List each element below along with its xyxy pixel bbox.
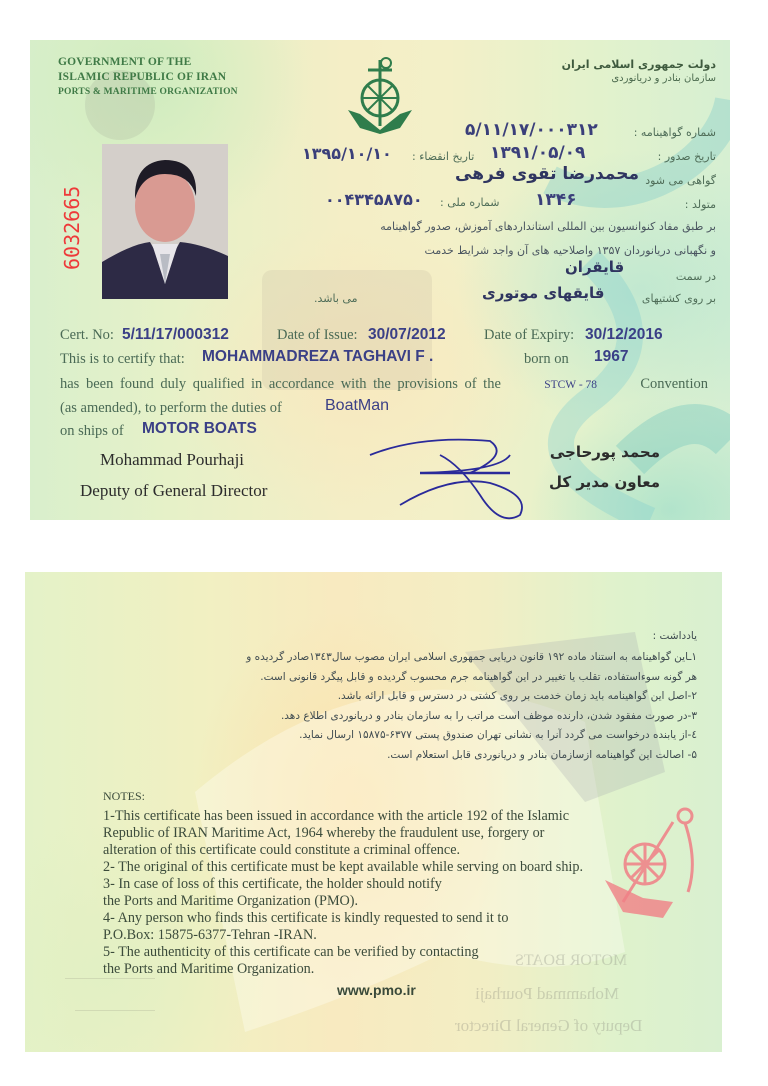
- fa-body-line1: بر طبق مفاد کنوانسیون بین المللی استانداردهای آموزش، صدور گواهینامه: [380, 220, 716, 233]
- notes-fa-title: یادداشت :: [652, 630, 697, 642]
- en-duties-value: BoatMan: [325, 397, 390, 414]
- notes-en-item: 3- In case of loss of this certificate, the holder should notify: [103, 876, 442, 892]
- signatory-title-en: Deputy of General Director: [80, 481, 268, 500]
- en-ships-value: MOTOR BOATS: [142, 420, 257, 437]
- notes-en-item: alteration of this certificate could constitute a criminal offence.: [103, 842, 461, 858]
- fa-cert-no-value: ۵/۱۱/۱۷/۰۰۰۳۱۲: [465, 120, 598, 140]
- notes-en-title: NOTES:: [103, 789, 145, 803]
- notes-en-list: [103, 808, 583, 978]
- notes-fa-item: ٤-از یابنده درخواست می گردد آنرا به نشانی تهران صندوق پستی ۶۳۷۷-۱۵۸۷۵ ارسال نماید.: [299, 729, 697, 741]
- header-fa-line2: سازمان بنادر و دریانوردی: [611, 73, 716, 84]
- en-born-label: born on: [524, 351, 569, 367]
- fa-certify-label: گواهی می شود: [645, 174, 716, 187]
- anchor-wheel-emblem-icon: [340, 54, 420, 134]
- website-link[interactable]: www.pmo.ir: [337, 982, 416, 998]
- notes-en-item: P.O.Box: 15875-6377-Tehran -IRAN.: [103, 927, 317, 943]
- notes-fa-item: ۳-در صورت مفقود شدن، دارنده موظف است مراتب را به سازمان بنادر و دریانوردی اطلاع دهد.: [280, 709, 697, 722]
- notes-fa-list: [246, 648, 697, 765]
- en-issue-value: 30/07/2012: [368, 326, 446, 343]
- en-qualified-text-b: Convention: [640, 376, 708, 392]
- holder-photo: [102, 144, 228, 299]
- fa-closing: می باشد.: [314, 292, 358, 305]
- certificate-back: [25, 572, 722, 1052]
- serial-number: 6032665: [60, 185, 84, 270]
- notes-fa-item: ۵- اصالت این گواهینامه ازسازمان بنادر و دریانوردی قابل استعلام است.: [387, 748, 697, 761]
- notes-en-item: Republic of IRAN Maritime Act, 1964 whereby the fraudulent use, forgery or: [103, 825, 545, 841]
- en-cert-no-value: 5/11/17/000312: [122, 326, 229, 343]
- en-expiry-label: Date of Expiry:: [484, 327, 575, 343]
- fa-body-line2: و نگهبانی دریانوردان ۱۳۵۷ واصلاحیه های آن واجد شرایط خدمت: [424, 244, 716, 257]
- en-cert-no-label: Cert. No:: [60, 327, 114, 343]
- signature-scribble: [360, 435, 560, 520]
- notes-en-item: 4- Any person who finds this certificate is kindly requested to send it to: [103, 910, 509, 926]
- signatory-title-fa: معاون مدیر کل: [549, 473, 660, 491]
- ghost-boats: MOTOR BOATS: [515, 952, 628, 969]
- en-certify-label: This is to certify that:: [60, 351, 185, 367]
- en-duties-label: (as amended), to perform the duties of: [60, 400, 282, 416]
- fa-issue-date-value: ۱۳۹۱/۰۵/۰۹: [490, 143, 586, 163]
- en-expiry-value: 30/12/2016: [585, 326, 663, 343]
- fa-born-value: ۱۳۴۶: [535, 190, 577, 210]
- fa-issue-date-label: تاریخ صدور :: [657, 150, 716, 163]
- fa-ships-value: قایقهای موتوری: [482, 284, 605, 302]
- en-qualified-line: [60, 376, 708, 393]
- signatory-name-fa: محمد پورحاجی: [549, 443, 660, 461]
- notes-en-item: 2- The original of this certificate must be kept available while serving on board ship.: [103, 859, 584, 875]
- fa-cert-no-label: شماره گواهینامه :: [633, 126, 716, 139]
- fa-expiry-value: ۱۳۹۵/۱۰/۱۰: [302, 144, 392, 163]
- fa-ships-label: بر روی کشتیهای: [641, 292, 716, 305]
- notes-fa-item: هر گونه سوءاستفاده، تقلب یا تغییر در این گواهینامه جرم محسوب گردیده و قابل پیگرد قانونی است.: [260, 670, 697, 683]
- ghost-name: Mohammad Pourhaji: [475, 984, 620, 1003]
- ghost-signature-fa-2: [75, 1000, 155, 1011]
- fa-position-label: در سمت: [675, 270, 716, 283]
- fa-born-label: متولد :: [684, 198, 716, 211]
- header-en-line3: PORTS & MARITIME ORGANIZATION: [58, 87, 238, 97]
- en-name-value: MOHAMMADREZA TAGHAVI F .: [202, 348, 434, 365]
- notes-fa-item: ۱ـاین گواهینامه به استناد ماده ۱۹۲ قانون دریایی جمهوری اسلامی ایران مصوب سال۱۳٤۳صادر گردیده و: [246, 651, 697, 663]
- en-qualified-text-a: has been found duly qualified in accordance with the provisions of the: [60, 376, 501, 392]
- en-issue-label: Date of Issue:: [277, 327, 358, 343]
- ghost-signature-fa-1: [65, 968, 155, 979]
- fa-national-id-label: شماره ملی :: [440, 196, 500, 209]
- fa-expiry-label: تاریخ انقضاء :: [412, 150, 475, 163]
- notes-en-item: the Ports and Maritime Organization.: [103, 961, 315, 977]
- en-convention-value: STCW - 78: [544, 379, 598, 391]
- certificate-front: [30, 40, 730, 520]
- en-ships-label: on ships of: [60, 423, 124, 439]
- header-en-line1: GOVERNMENT OF THE: [58, 56, 192, 68]
- fa-position-value: قایقران: [565, 258, 625, 276]
- fa-name-value: محمدرضا تقوی فرهی: [455, 164, 639, 184]
- header-en-line2: ISLAMIC REPUBLIC OF IRAN: [58, 71, 227, 83]
- notes-fa-item: ۲-اصل این گواهینامه باید زمان خدمت بر روی کشتی در دسترس و قابل ارائه باشد.: [337, 690, 697, 702]
- notes-en-item: the Ports and Maritime Organization (PMO).: [103, 893, 359, 909]
- header-fa-line1: دولت جمهوری اسلامی ایران: [561, 58, 716, 71]
- en-born-value: 1967: [594, 348, 629, 365]
- ghost-title: Deputy of General Director: [455, 1016, 643, 1035]
- notes-en-item: 1-This certificate has been issued in accordance with the article 192 of the Islamic: [103, 808, 570, 824]
- red-anchor-wheel-stamp-icon: [603, 802, 713, 922]
- signatory-name-en: Mohammad Pourhaji: [100, 450, 245, 469]
- fa-national-id-value: ۰۰۴۳۴۵۸۷۵۰: [325, 190, 423, 209]
- notes-en-item: 5- The authenticity of this certificate can be verified by contacting: [103, 944, 479, 960]
